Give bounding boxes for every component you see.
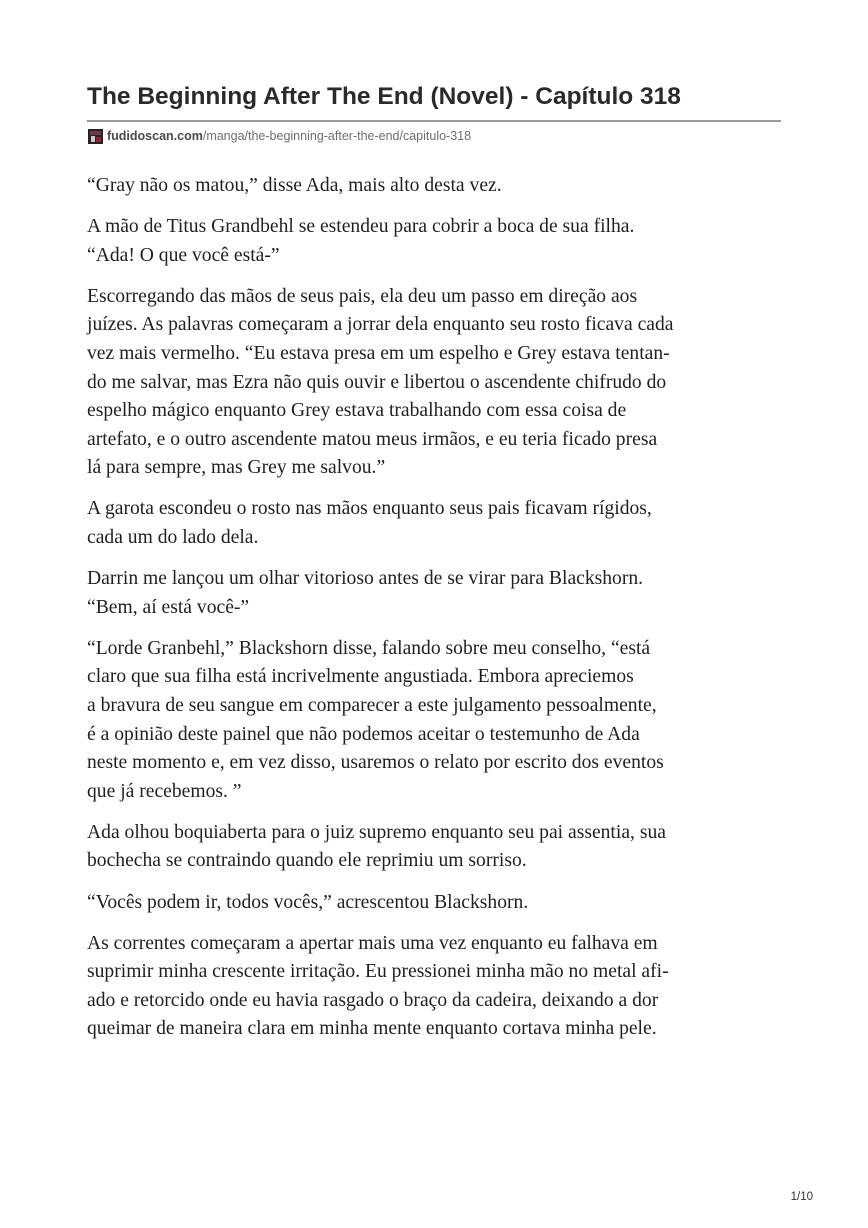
text-line: é a opinião deste painel que não podemos aceitar o testemunho de Ada [87,723,640,745]
text-line: lá para sempre, mas Grey me salvou.” [87,457,386,479]
chapter-body [87,172,787,1057]
paragraph [87,565,787,622]
text-line: vez mais vermelho. “Eu estava presa em um espelho e Grey estava tentan- [87,342,670,364]
paragraph [87,889,787,918]
text-line: suprimir minha crescente irritação. Eu pressionei minha mão no metal afi- [87,961,669,983]
text-line: artefato, e o outro ascendente matou meus irmãos, e eu teria ficado presa [87,428,658,450]
text-line: do me salvar, mas Ezra não quis ouvir e libertou o ascendente chifrudo do [87,371,667,393]
page-title: The Beginning After The End (Novel) - Capítulo 318 [87,83,681,110]
source-domain-link[interactable]: fudidoscan.com [107,129,203,143]
paragraph [87,172,787,201]
site-favicon-icon [88,129,103,144]
text-line: A mão de Titus Grandbehl se estendeu para cobrir a boca de sua filha. [87,216,635,238]
text-line: Ada olhou boquiaberta para o juiz supremo enquanto seu pai assentia, sua [87,821,666,843]
text-line: juízes. As palavras começaram a jorrar dela enquanto seu rosto ficava cada [87,314,674,336]
text-line: “Bem, aí está você-” [87,596,250,618]
paragraph [87,283,787,483]
text-line: “Gray não os matou,” disse Ada, mais alto desta vez. [87,175,502,196]
text-line: a bravura de seu sangue em comparecer a este julgamento pessoalmente, [87,695,657,716]
text-line: que já recebemos. ” [87,780,242,802]
title-divider [87,120,781,122]
source-line [88,127,471,145]
paragraph [87,495,787,552]
source-path-link[interactable]: /manga/the-beginning-after-the-end/capitulo-318 [202,129,472,143]
text-line: “Lorde Granbehl,” Blackshorn disse, falando sobre meu conselho, “está [87,637,651,659]
text-line: Darrin me lançou um olhar vitorioso antes de se virar para Blackshorn. [87,568,644,590]
text-line: Escorregando das mãos de seus pais, ela deu um passo em direção aos [87,285,638,307]
paragraph [87,213,787,270]
text-line: bochecha se contraindo quando ele reprimiu um sorriso. [87,850,527,872]
paragraph [87,819,787,876]
text-line: “Vocês podem ir, todos vocês,” acrescentou Blackshorn. [87,891,529,913]
text-line: cada um do lado dela. [87,527,259,549]
page-number: 1/10 [790,1191,813,1203]
text-line: claro que sua filha está incrivelmente angustiada. Embora apreciemos [87,666,634,688]
text-line: A garota escondeu o rosto nas mãos enquanto seus pais ficavam rígidos, [87,498,652,520]
text-line: queimar de maneira clara em minha mente enquanto cortava minha pele. [87,1018,657,1040]
paragraph [87,635,787,807]
text-line: ado e retorcido onde eu havia rasgado o braço da cadeira, deixando a dor [87,989,659,1011]
text-line: “Ada! O que você está-” [87,244,280,266]
text-line: espelho mágico enquanto Grey estava trabalhando com essa coisa de [87,400,627,422]
text-line: As correntes começaram a apertar mais uma vez enquanto eu falhava em [87,932,658,954]
text-line: neste momento e, em vez disso, usaremos o relato por escrito dos eventos [87,752,664,774]
paragraph [87,930,787,1044]
